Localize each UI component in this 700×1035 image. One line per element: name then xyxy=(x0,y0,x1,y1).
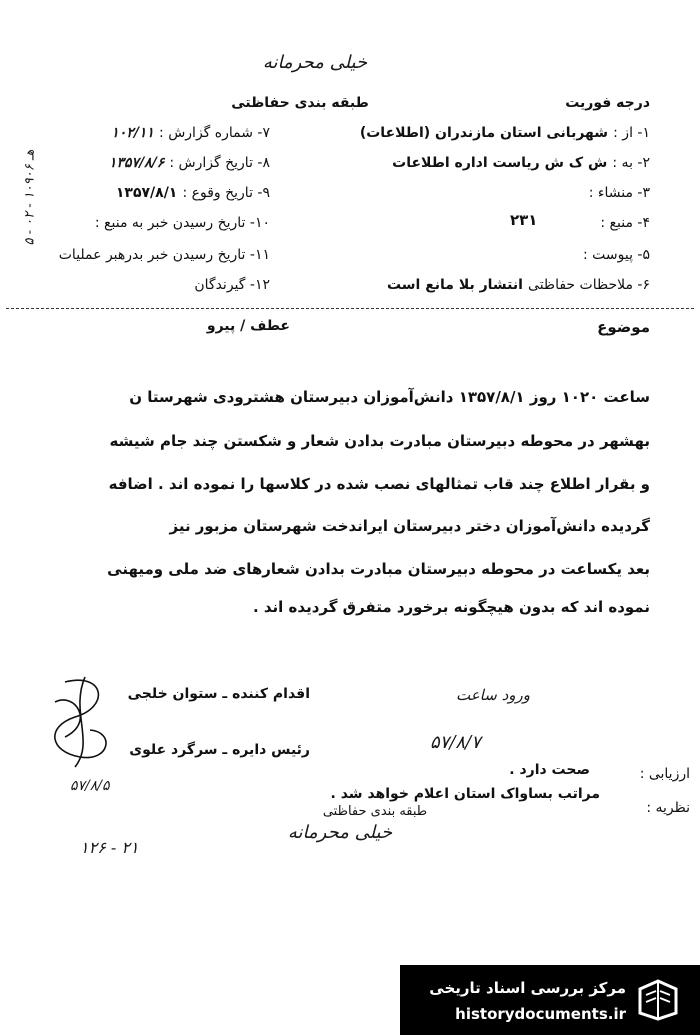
field-source-receive-date xyxy=(60,212,270,231)
field-value: ۱۳۵۷/۸/۶ xyxy=(108,155,165,171)
field-to xyxy=(330,152,650,171)
body-line: ساعت ۱۰۲۰ روز ۱۳۵۷/۸/۱ دانش‌آموزان دبیرستان هشترودی شهرستا ن xyxy=(129,388,650,406)
urgency-label: درجه فوریت xyxy=(565,95,650,111)
field-label: ۵- پیوست : xyxy=(582,247,650,263)
bottom-number: ۱۲۶ - ۲۱ xyxy=(80,838,139,857)
field-from xyxy=(300,122,650,141)
evaluation-label: ارزیابی : xyxy=(639,766,690,782)
field-recipients xyxy=(100,274,270,293)
hand-note-entry: ورود ساعت xyxy=(456,686,530,704)
footer-url[interactable]: historydocuments.ir xyxy=(455,1005,626,1023)
field-label: ۱۰- تاریخ رسیدن خبر به منبع : xyxy=(94,215,270,231)
field-value: انتشار بلا مانع است xyxy=(386,277,523,293)
field-origin xyxy=(500,182,650,201)
field-incident-date xyxy=(60,182,270,201)
field-label: ۹- تاریخ وقوع : xyxy=(182,185,270,201)
field-value: ۱۳۵۷/۸/۱ xyxy=(115,185,178,201)
field-label: ۱۲- گیرندگان xyxy=(194,277,270,293)
header-divider xyxy=(6,308,694,309)
top-stamp: خیلی محرمانه xyxy=(262,52,368,73)
field-value: ۱۰۲/۱۱ xyxy=(111,125,154,141)
reference-label: عطف / پیرو xyxy=(206,318,290,334)
field-label: ۱- از : xyxy=(613,125,650,141)
opinion-value: مراتب بساواک استان اعلام خواهد شد . xyxy=(330,786,600,802)
source-code: ۲۳۱ xyxy=(510,211,538,229)
field-operations-receive-date xyxy=(50,244,270,263)
field-value: شهربانی استان مازندران (اطلاعات) xyxy=(359,125,609,141)
bottom-stamp: خیلی محرمانه xyxy=(287,822,393,843)
body-line: و بقرار اطلاع چند قاب تمثالهای نصب شده در کلاسها را نموده اند . اضافه xyxy=(108,475,650,493)
field-value: ش ک ش ریاست اداره اطلاعات xyxy=(392,155,608,171)
field-label: ۶- ملاحظات حفاظتی xyxy=(528,277,650,293)
footer-watermark xyxy=(400,965,700,1035)
signature-date: ۵۷/۸/۵ xyxy=(70,778,110,794)
evaluation-value: صحت دارد . xyxy=(509,762,590,778)
field-security-notes xyxy=(360,274,650,293)
bottom-classification: طبقه بندی حفاظتی xyxy=(322,804,428,819)
opinion-label: نظریه : xyxy=(646,800,690,816)
footer-brand: مرکز بررسی اسناد تاریخی xyxy=(429,979,626,997)
classification-label: طبقه بندی حفاظتی xyxy=(231,95,369,111)
field-label: ۲- به : xyxy=(612,155,650,171)
body-line: نموده اند که بدون هیچگونه برخورد متفرق گردیده اند . xyxy=(252,598,650,616)
body-line: بعد یکساعت در محوطه دبیرستان مبادرت بدادن شعارهای ضد ملی ومیهنی xyxy=(107,560,650,578)
field-label: ۷- شماره گزارش : xyxy=(159,125,270,141)
head-office: رئیس دایره ـ سرگرد علوی xyxy=(129,742,310,758)
margin-note: ۵ - ۰۲ - ۱۰۹۰۶ هـ xyxy=(22,149,38,246)
field-attachment xyxy=(500,244,650,263)
action-by: اقدام کننده ـ ستوان خلجی xyxy=(127,686,310,702)
book-logo-icon xyxy=(634,975,682,1023)
field-label: ۳- منشاء : xyxy=(588,185,650,201)
field-label: ۸- تاریخ گزارش : xyxy=(169,155,270,171)
subject-label: موضوع xyxy=(597,318,650,336)
field-label: ۱۱- تاریخ رسیدن خبر بدرهبر عملیات xyxy=(58,247,270,263)
body-line: گردیده دانش‌آموزان دختر دبیرستان ایراندخت شهرستان مزبور نیز xyxy=(169,517,650,535)
body-line: بهشهر در محوطه دبیرستان مبادرت بدادن شعار و شکستن چند جام شیشه xyxy=(109,432,650,450)
field-report-date xyxy=(60,152,270,171)
field-label: ۴- منبع : xyxy=(600,215,650,231)
hand-note-date: ۵۷/۸/۷ xyxy=(430,732,481,753)
field-report-number xyxy=(70,122,270,141)
